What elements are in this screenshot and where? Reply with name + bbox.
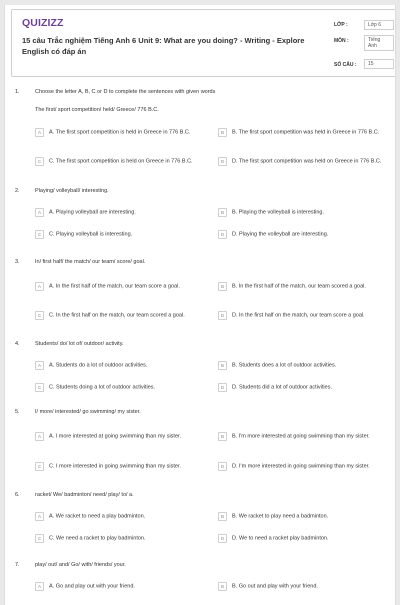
option-letter-badge: B xyxy=(218,361,227,370)
option-letter-badge: B xyxy=(218,512,227,521)
option-letter-badge: C xyxy=(35,157,44,166)
option-text: C. In the first half on the match, our team scored a goal. xyxy=(49,312,185,319)
option-c[interactable] xyxy=(35,152,205,172)
option-c[interactable] xyxy=(35,529,205,549)
option-text: C. We need a racket to play badminton. xyxy=(49,535,146,542)
question-number: 3. xyxy=(15,259,20,265)
worksheet-title: 15 câu Trắc nghiệm Tiếng Anh 6 Unit 9: What are you doing? - Writing - Explore English có đáp án xyxy=(22,36,305,56)
question-number: 7. xyxy=(15,562,20,568)
option-text: D. We to need a racket play badminton. xyxy=(232,535,329,542)
question-count-value: 15 xyxy=(364,59,394,69)
option-a[interactable] xyxy=(35,577,205,597)
option-letter-badge: D xyxy=(218,383,227,392)
option-c[interactable] xyxy=(35,378,205,398)
option-letter-badge: D xyxy=(218,534,227,543)
option-text: D. I'm more interested in going swimming than my sister. xyxy=(232,463,370,470)
option-text: B. Go out and play with your friend. xyxy=(232,583,318,590)
option-letter-badge: A xyxy=(35,128,44,137)
question-number: 4. xyxy=(15,341,20,347)
option-a[interactable] xyxy=(35,123,205,143)
option-text: C. The first sport competition is held on Greece in 776 B.C. xyxy=(49,158,193,165)
question-text: I/ more/ interested/ go swimming/ my sister. xyxy=(35,409,141,415)
quizizz-logo: QUIZIZZ xyxy=(22,17,64,29)
option-d[interactable] xyxy=(218,529,388,549)
class-value: Lớp 6 xyxy=(364,20,394,30)
worksheet-page xyxy=(4,5,396,605)
option-text: C. Students doing a lot of outdoor activities. xyxy=(49,384,156,391)
option-letter-badge: D xyxy=(218,230,227,239)
question-number: 2. xyxy=(15,188,20,194)
question-text: play/ out/ and/ Go/ with/ friends/ your. xyxy=(35,562,126,568)
option-letter-badge: C xyxy=(35,383,44,392)
option-text: A. Go and play out with your friend. xyxy=(49,583,135,590)
option-text: A. I more interested at going swimming than my sister. xyxy=(49,433,182,440)
question-count-label: SỐ CÂU : xyxy=(334,62,357,68)
option-text: B. I'm more interested at going swimming than my sister. xyxy=(232,433,370,440)
option-letter-badge: C xyxy=(35,230,44,239)
option-text: B. In the first half of the match, our team scored a goal. xyxy=(232,283,366,290)
option-text: A. The first sport competition is held in Greece in 776 B.C. xyxy=(49,129,191,136)
option-letter-badge: B xyxy=(218,282,227,291)
question-text: Playing/ volleyball/ interesting. xyxy=(35,188,109,194)
option-c[interactable] xyxy=(35,306,205,326)
option-d[interactable] xyxy=(218,152,388,172)
option-c[interactable] xyxy=(35,457,205,477)
option-d[interactable] xyxy=(218,306,388,326)
option-text: C. I more interested in going swimming than my sister. xyxy=(49,463,182,470)
question-text: Choose the letter A, B, C or D to complete the sentences with given words xyxy=(35,89,216,95)
option-letter-badge: C xyxy=(35,534,44,543)
class-label: LỚP : xyxy=(334,22,348,28)
option-text: B. Playing the volleyball is interesting. xyxy=(232,209,325,216)
option-letter-badge: A xyxy=(35,432,44,441)
option-text: B. Students does a lot of outdoor activities. xyxy=(232,362,337,369)
option-letter-badge: A xyxy=(35,282,44,291)
option-text: D. In the first half on the match, our team score a goal. xyxy=(232,312,365,319)
option-b[interactable] xyxy=(218,427,388,447)
option-text: C. Playing volleyball is interesting. xyxy=(49,231,133,238)
option-d[interactable] xyxy=(218,225,388,245)
option-letter-badge: B xyxy=(218,208,227,217)
option-a[interactable] xyxy=(35,203,205,223)
option-b[interactable] xyxy=(218,123,388,143)
option-text: B. We racket to play need a badminton. xyxy=(232,513,329,520)
option-letter-badge: A xyxy=(35,208,44,217)
option-text: B. The first sport competition was held in Greece in 776 B.C. xyxy=(232,129,380,136)
option-c[interactable] xyxy=(35,225,205,245)
option-b[interactable] xyxy=(218,277,388,297)
option-a[interactable] xyxy=(35,427,205,447)
option-b[interactable] xyxy=(218,356,388,376)
question-number: 1. xyxy=(15,89,20,95)
question-text: racket/ We/ badminton/ need/ play/ to/ a. xyxy=(35,492,134,498)
option-letter-badge: A xyxy=(35,512,44,521)
option-letter-badge: D xyxy=(218,157,227,166)
worksheet-header xyxy=(11,9,396,77)
option-text: D. Playing the volleyball are interesting. xyxy=(232,231,329,238)
option-a[interactable] xyxy=(35,507,205,527)
option-text: D. Students did a lot of outdoor activities. xyxy=(232,384,332,391)
option-text: A. We racket to need a play badminton. xyxy=(49,513,146,520)
option-text: D. The first sport competition was held on Greece in 776 B.C. xyxy=(232,158,382,165)
question-number: 6. xyxy=(15,492,20,498)
option-a[interactable] xyxy=(35,356,205,376)
option-text: A. Playing volleyball are interesting. xyxy=(49,209,136,216)
question-prompt: The first/ sport competition/ held/ Greece/ 776 B.C. xyxy=(35,107,159,113)
option-text: A. In the first half of the match, our team score a goal. xyxy=(49,283,180,290)
option-a[interactable] xyxy=(35,277,205,297)
option-letter-badge: C xyxy=(35,462,44,471)
option-letter-badge: D xyxy=(218,311,227,320)
question-number: 5. xyxy=(15,409,20,415)
option-b[interactable] xyxy=(218,203,388,223)
option-letter-badge: A xyxy=(35,582,44,591)
option-d[interactable] xyxy=(218,378,388,398)
option-letter-badge: B xyxy=(218,582,227,591)
option-letter-badge: B xyxy=(218,432,227,441)
option-letter-badge: D xyxy=(218,462,227,471)
option-text: A. Students do a lot of outdoor activities. xyxy=(49,362,148,369)
question-text: In/ first half/ the match/ our team/ score/ goal. xyxy=(35,259,146,265)
subject-value: Tiếng Anh xyxy=(364,35,394,51)
option-b[interactable] xyxy=(218,507,388,527)
option-letter-badge: B xyxy=(218,128,227,137)
question-text: Students/ do/ lot of/ outdoor/ activity. xyxy=(35,341,124,347)
option-letter-badge: C xyxy=(35,311,44,320)
option-b[interactable] xyxy=(218,577,388,597)
option-letter-badge: A xyxy=(35,361,44,370)
option-d[interactable] xyxy=(218,457,388,477)
subject-label: MÔN : xyxy=(334,38,349,44)
